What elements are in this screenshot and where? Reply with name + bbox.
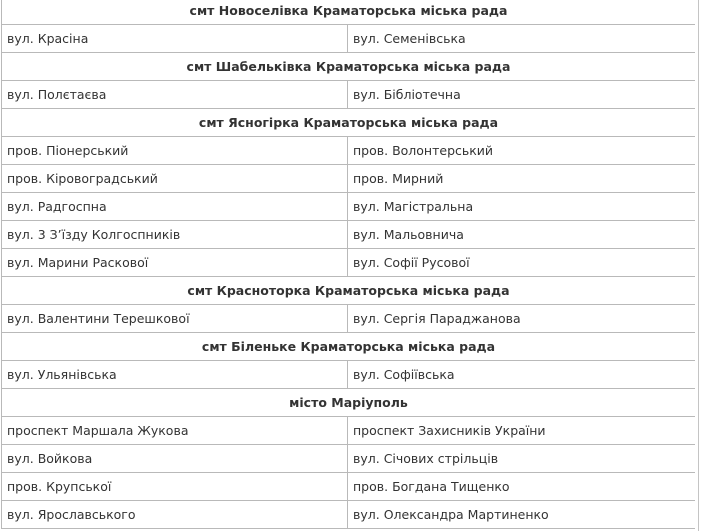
old-street-name-cell: пров. Кіровоградський (2, 165, 348, 193)
new-street-name-cell: вул. Семенівська (348, 25, 696, 53)
streets-table-viewport (1, 0, 695, 531)
new-street-name-cell: вул. Магістральна (348, 193, 696, 221)
new-street-name-cell: вул. Мальовнича (348, 221, 696, 249)
old-street-name-cell: вул. Ярославського (2, 501, 348, 529)
section-heading: смт Біленьке Краматорська міська рада (2, 333, 696, 361)
old-street-name-cell: вул. Валентини Терешкової (2, 305, 348, 333)
table-row (2, 249, 696, 277)
section-heading: місто Маріуполь (2, 389, 696, 417)
old-street-name-cell: вул. Радгоспна (2, 193, 348, 221)
section-header-row (2, 389, 696, 417)
section-heading: смт Красноторка Краматорська міська рада (2, 277, 696, 305)
old-street-name-cell: вул. Красіна (2, 25, 348, 53)
table-row (2, 193, 696, 221)
old-street-name-cell: вул. Ульянівська (2, 361, 348, 389)
table-row (2, 417, 696, 445)
table-row (2, 361, 696, 389)
section-header-row (2, 277, 696, 305)
section-header-row (2, 109, 696, 137)
table-row (2, 221, 696, 249)
old-street-name-cell: проспект Маршала Жукова (2, 417, 348, 445)
table-row (2, 445, 696, 473)
table-row (2, 81, 696, 109)
old-street-name-cell: вул. Марини Раскової (2, 249, 348, 277)
section-heading: смт Новоселівка Краматорська міська рада (2, 0, 696, 25)
new-street-name-cell: пров. Богдана Тищенко (348, 473, 696, 501)
old-street-name-cell: вул. 3 З’їзду Колгоспників (2, 221, 348, 249)
old-street-name-cell: вул. Полєтаєва (2, 81, 348, 109)
new-street-name-cell: вул. Сергія Параджанова (348, 305, 696, 333)
new-street-name-cell: пров. Мирний (348, 165, 696, 193)
section-header-row (2, 333, 696, 361)
table-row (2, 25, 696, 53)
section-heading: смт Ясногірка Краматорська міська рада (2, 109, 696, 137)
street-renaming-table (1, 0, 695, 529)
table-body (2, 0, 696, 529)
new-street-name-cell: вул. Софії Русової (348, 249, 696, 277)
new-street-name-cell: проспект Захисників України (348, 417, 696, 445)
old-street-name-cell: пров. Піонерський (2, 137, 348, 165)
section-header-row (2, 0, 696, 25)
section-heading: смт Шабельківка Краматорська міська рада (2, 53, 696, 81)
section-header-row (2, 53, 696, 81)
table-row (2, 305, 696, 333)
old-street-name-cell: вул. Войкова (2, 445, 348, 473)
table-row (2, 165, 696, 193)
new-street-name-cell: вул. Софіївська (348, 361, 696, 389)
table-row (2, 501, 696, 529)
new-street-name-cell: вул. Бібліотечна (348, 81, 696, 109)
new-street-name-cell: пров. Волонтерський (348, 137, 696, 165)
table-row (2, 473, 696, 501)
page-edge-divider (698, 0, 699, 531)
new-street-name-cell: вул. Олександра Мартиненко (348, 501, 696, 529)
old-street-name-cell: пров. Крупської (2, 473, 348, 501)
table-row (2, 137, 696, 165)
new-street-name-cell: вул. Січових стрільців (348, 445, 696, 473)
